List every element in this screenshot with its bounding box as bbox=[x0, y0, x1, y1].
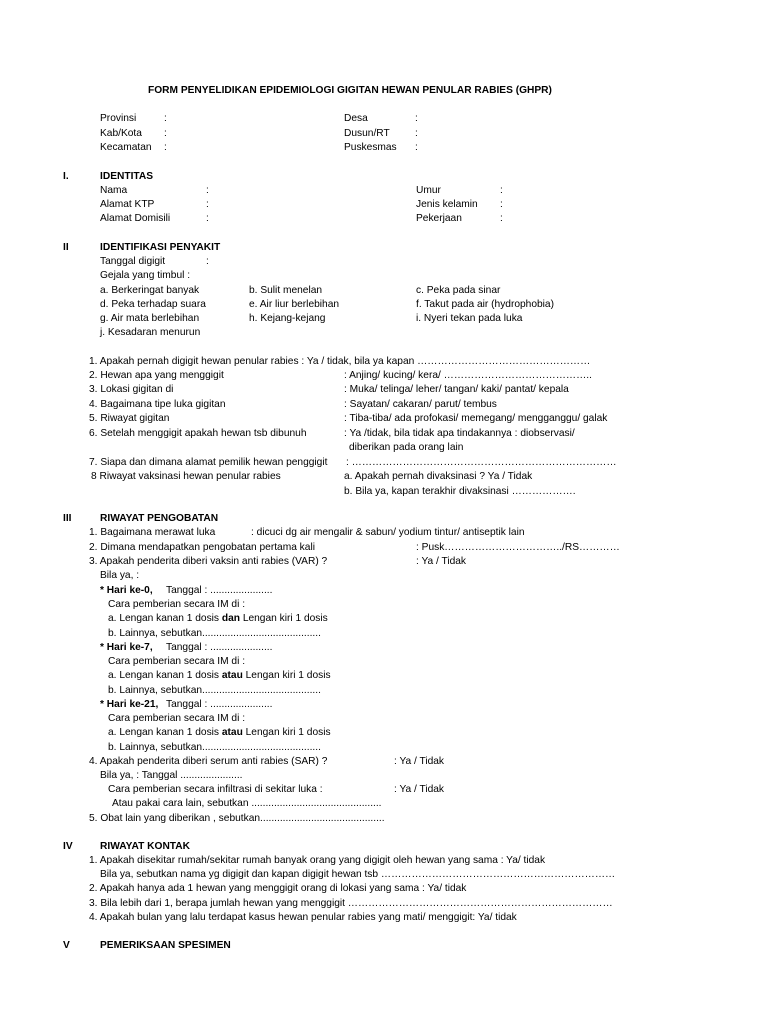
jenis-kelamin-colon: : bbox=[500, 199, 503, 210]
dose-7-tanggal: Tanggal : ...................... bbox=[166, 642, 273, 653]
section-5-number: V bbox=[63, 940, 70, 951]
s2-question-8: 8 Riwayat vaksinasi hewan penular rabies bbox=[91, 471, 281, 482]
section-3-heading: RIWAYAT PENGOBATAN bbox=[100, 513, 219, 524]
s3-question-4: 4. Apakah penderita diberi serum anti rabies (SAR) ? bbox=[89, 756, 328, 767]
s3-sar-cara-answer: : Ya / Tidak bbox=[394, 784, 445, 795]
dose-0-tanggal: Tanggal : ...................... bbox=[166, 585, 273, 596]
s2-question-6: 6. Setelah menggigit apakah hewan tsb dibunuh bbox=[89, 428, 307, 439]
s2-answer-3: : Muka/ telinga/ leher/ tangan/ kaki/ pantat/ kepala bbox=[344, 384, 569, 395]
s4-question-1b: Bila ya, sebutkan nama yg digigit dan kapan digigit hewan tsb …………………………………………………………… bbox=[100, 869, 616, 880]
dose-0-label: * Hari ke-0, bbox=[100, 585, 153, 596]
dose-21-tanggal: Tanggal : ...................... bbox=[166, 699, 273, 710]
s2-question-4: 4. Bagaimana tipe luka gigitan bbox=[89, 399, 226, 410]
dose-21-cara: Cara pemberian secara IM di : bbox=[108, 713, 246, 724]
symptom-f: f. Takut pada air (hydrophobia) bbox=[416, 299, 554, 310]
section-2-number: II bbox=[63, 242, 69, 253]
s3-sar-tanggal: Bila ya, : Tanggal ...................... bbox=[100, 770, 243, 781]
s3-question-5: 5. Obat lain yang diberikan , sebutkan............................................ bbox=[89, 813, 385, 824]
s2-answer-7: : …………………………………………………………………… bbox=[346, 457, 617, 468]
alamat-ktp-colon: : bbox=[206, 199, 209, 210]
alamat-domisili-label: Alamat Domisili bbox=[100, 213, 171, 224]
symptom-c: c. Peka pada sinar bbox=[416, 285, 501, 296]
symptom-i: i. Nyeri tekan pada luka bbox=[416, 313, 523, 324]
s2-question-5: 5. Riwayat gigitan bbox=[89, 413, 170, 424]
kabkota-label: Kab/Kota bbox=[100, 128, 142, 139]
provinsi-colon: : bbox=[164, 113, 167, 124]
s3-bila-ya: Bila ya, : bbox=[100, 570, 140, 581]
symptom-d: d. Peka terhadap suara bbox=[100, 299, 206, 310]
dose-21-option-a: a. Lengan kanan 1 dosis atau Lengan kiri 1 dosis bbox=[108, 727, 331, 738]
s2-question-3: 3. Lokasi gigitan di bbox=[89, 384, 174, 395]
nama-colon: : bbox=[206, 185, 209, 196]
puskesmas-colon: : bbox=[415, 142, 418, 153]
s2-answer-4: : Sayatan/ cakaran/ parut/ tembus bbox=[344, 399, 497, 410]
s3-question-2: 2. Dimana mendapatkan pengobatan pertama kali bbox=[89, 542, 315, 553]
section-2-heading: IDENTIFIKASI PENYAKIT bbox=[100, 242, 221, 253]
symptom-h: h. Kejang-kejang bbox=[249, 313, 326, 324]
section-4-heading: RIWAYAT KONTAK bbox=[100, 841, 190, 852]
tanggal-digigit-colon: : bbox=[206, 256, 209, 267]
umur-label: Umur bbox=[416, 185, 441, 196]
s3-question-1: 1. Bagaimana merawat luka bbox=[89, 527, 216, 538]
dose-21-label: * Hari ke-21, bbox=[100, 699, 159, 710]
kabkota-colon: : bbox=[164, 128, 167, 139]
s2-answer-5: : Tiba-tiba/ ada profokasi/ memegang/ mengganggu/ galak bbox=[344, 413, 608, 424]
s4-question-1: 1. Apakah disekitar rumah/sekitar rumah banyak orang yang digigit oleh hewan yang sama : Ya/ tidak bbox=[89, 855, 546, 866]
dose-7-label: * Hari ke-7, bbox=[100, 642, 153, 653]
umur-colon: : bbox=[500, 185, 503, 196]
s2-answer-2: : Anjing/ kucing/ kera/ …………………………………….. bbox=[344, 370, 592, 381]
symptom-a: a. Berkeringat banyak bbox=[100, 285, 200, 296]
section-1-number: I. bbox=[63, 171, 69, 182]
symptom-e: e. Air liur berlebihan bbox=[249, 299, 340, 310]
tanggal-digigit-label: Tanggal digigit bbox=[100, 256, 166, 267]
s4-question-3: 3. Bila lebih dari 1, berapa jumlah hewan yang menggigit …………………………………………………………………… bbox=[89, 898, 613, 909]
dose-21-option-b: b. Lainnya, sebutkan.......................................... bbox=[108, 742, 321, 753]
pekerjaan-label: Pekerjaan bbox=[416, 213, 462, 224]
provinsi-label: Provinsi bbox=[100, 113, 137, 124]
section-1-heading: IDENTITAS bbox=[100, 171, 154, 182]
form-title: FORM PENYELIDIKAN EPIDEMIOLOGI GIGITAN HEWAN PENULAR RABIES (GHPR) bbox=[148, 85, 552, 96]
s3-answer-1: : dicuci dg air mengalir & sabun/ yodium tintur/ antiseptik lain bbox=[251, 527, 525, 538]
s2-answer-6b: diberikan pada orang lain bbox=[349, 442, 464, 453]
s4-question-4: 4. Apakah bulan yang lalu terdapat kasus hewan penular rabies yang mati/ menggigit: Ya/ tidak bbox=[89, 912, 517, 923]
dusun-label: Dusun/RT bbox=[344, 128, 390, 139]
nama-label: Nama bbox=[100, 185, 128, 196]
s3-question-3: 3. Apakah penderita diberi vaksin anti rabies (VAR) ? bbox=[89, 556, 328, 567]
kecamatan-label: Kecamatan bbox=[100, 142, 152, 153]
s4-question-2: 2. Apakah hanya ada 1 hewan yang menggigit orang di lokasi yang sama : Ya/ tidak bbox=[89, 883, 467, 894]
s2-question-1: 1. Apakah pernah digigit hewan penular rabies : Ya / tidak, bila ya kapan …………………………………………… bbox=[89, 356, 591, 367]
dusun-colon: : bbox=[415, 128, 418, 139]
symptom-g: g. Air mata berlebihan bbox=[100, 313, 200, 324]
symptom-j: j. Kesadaran menurun bbox=[100, 327, 201, 338]
dose-7-cara: Cara pemberian secara IM di : bbox=[108, 656, 246, 667]
dose-0-cara: Cara pemberian secara IM di : bbox=[108, 599, 246, 610]
jenis-kelamin-label: Jenis kelamin bbox=[416, 199, 478, 210]
dose-7-option-b: b. Lainnya, sebutkan.......................................... bbox=[108, 685, 321, 696]
section-3-number: III bbox=[63, 513, 72, 524]
pekerjaan-colon: : bbox=[500, 213, 503, 224]
s2-answer-8a: a. Apakah pernah divaksinasi ? Ya / Tidak bbox=[344, 471, 533, 482]
section-4-number: IV bbox=[63, 841, 73, 852]
section-5-heading: PEMERIKSAAN SPESIMEN bbox=[100, 940, 231, 951]
s2-answer-6: : Ya /tidak, bila tidak apa tindakannya : diobservasi/ bbox=[344, 428, 575, 439]
dose-7-option-a: a. Lengan kanan 1 dosis atau Lengan kiri 1 dosis bbox=[108, 670, 331, 681]
alamat-domisili-colon: : bbox=[206, 213, 209, 224]
dose-0-option-b: b. Lainnya, sebutkan.......................................... bbox=[108, 628, 321, 639]
s2-question-2: 2. Hewan apa yang menggigit bbox=[89, 370, 224, 381]
gejala-label: Gejala yang timbul : bbox=[100, 270, 191, 281]
desa-label: Desa bbox=[344, 113, 368, 124]
dose-0-option-a: a. Lengan kanan 1 dosis dan Lengan kiri 1 dosis bbox=[108, 613, 328, 624]
s3-answer-2: : Pusk……………………………../RS………… bbox=[416, 542, 620, 553]
alamat-ktp-label: Alamat KTP bbox=[100, 199, 155, 210]
puskesmas-label: Puskesmas bbox=[344, 142, 397, 153]
s3-sar-cara: Cara pemberian secara infiltrasi di sekitar luka : bbox=[108, 784, 323, 795]
desa-colon: : bbox=[415, 113, 418, 124]
kecamatan-colon: : bbox=[164, 142, 167, 153]
s2-question-7: 7. Siapa dan dimana alamat pemilik hewan penggigit bbox=[89, 457, 328, 468]
s3-answer-3: : Ya / Tidak bbox=[416, 556, 467, 567]
s3-sar-other: Atau pakai cara lain, sebutkan .............................................. bbox=[112, 798, 382, 809]
symptom-b: b. Sulit menelan bbox=[249, 285, 323, 296]
s2-answer-8b: b. Bila ya, kapan terakhir divaksinasi ………………. bbox=[344, 486, 576, 497]
s3-answer-4: : Ya / Tidak bbox=[394, 756, 445, 767]
